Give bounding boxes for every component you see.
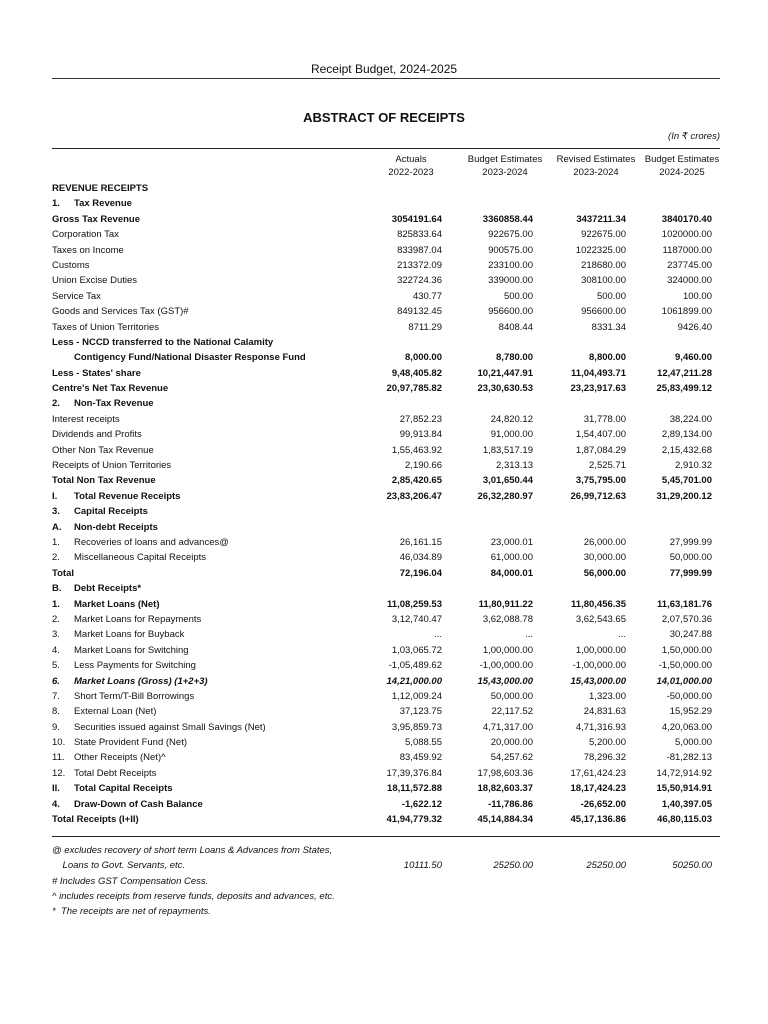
table-row <box>52 273 720 288</box>
table-row <box>52 674 720 689</box>
row-value: 3,75,795.00 <box>575 475 626 487</box>
table-row <box>52 735 720 750</box>
row-number: 1. <box>52 598 60 610</box>
row-label: Gross Tax Revenue <box>52 213 141 225</box>
row-label: Customs <box>52 259 90 271</box>
row-value: 3,01,650.44 <box>482 475 533 487</box>
row-value: 8331.34 <box>591 321 626 333</box>
row-value: -1,50,000.00 <box>658 660 712 672</box>
table-row <box>52 627 720 642</box>
row-value: 2,190.66 <box>405 460 442 472</box>
row-value: 9426.40 <box>677 321 712 333</box>
row-value: 2,910.32 <box>675 460 712 472</box>
row-label: Market Loans for Switching <box>74 644 189 656</box>
row-label: Corporation Tax <box>52 229 119 241</box>
row-value: 14,01,000.00 <box>656 675 712 687</box>
row-value: 8,780.00 <box>496 352 533 364</box>
row-value: 1,03,065.72 <box>391 644 442 656</box>
row-value: 1,50,000.00 <box>661 644 712 656</box>
row-value: 2,89,134.00 <box>661 429 712 441</box>
table-row <box>52 196 720 211</box>
row-value: 41,94,779.32 <box>386 814 442 826</box>
row-value: 26,32,280.97 <box>477 490 533 502</box>
row-value: ... <box>525 629 533 641</box>
row-value: 15,43,000.00 <box>477 675 533 687</box>
table-row <box>52 581 720 596</box>
row-label: Total Non Tax Revenue <box>52 475 156 487</box>
row-value: 23,000.01 <box>490 536 533 548</box>
row-value: 11,04,493.71 <box>571 367 626 379</box>
row-number: I. <box>52 490 58 502</box>
table-row <box>52 458 720 473</box>
row-value: 3,95,859.73 <box>391 721 442 733</box>
row-value: 23,23,917.63 <box>570 383 626 395</box>
row-value: 38,224.00 <box>669 413 712 425</box>
row-number: 8. <box>52 706 60 718</box>
row-label: Short Term/T-Bill Borrowings <box>74 690 195 702</box>
row-value: 11,63,181.76 <box>657 598 712 610</box>
row-label: REVENUE RECEIPTS <box>52 183 149 194</box>
row-value: 324000.00 <box>667 275 712 287</box>
row-value: 72,196.04 <box>399 567 442 579</box>
row-value: 3840170.40 <box>661 213 712 225</box>
row-number: 3. <box>52 506 60 518</box>
row-number: 9. <box>52 721 60 733</box>
table-row <box>52 366 720 381</box>
row-value: 23,30,630.53 <box>477 383 533 395</box>
row-value: 4,71,316.93 <box>575 721 626 733</box>
row-value: 12,47,211.28 <box>657 367 712 379</box>
row-value: 50,000.00 <box>490 690 533 702</box>
table-row <box>52 643 720 658</box>
table-row <box>52 658 720 673</box>
row-value: 17,61,424.23 <box>570 767 626 779</box>
row-value: 2,15,432.68 <box>661 444 712 456</box>
footnote-value: 25250.00 <box>586 860 626 872</box>
table-row <box>52 350 720 365</box>
row-value: 1,83,517.19 <box>482 444 533 456</box>
row-value: 91,000.00 <box>490 429 533 441</box>
row-label: Centre's Net Tax Revenue <box>52 383 169 395</box>
table-row <box>52 766 720 781</box>
row-label: Interest receipts <box>52 413 120 425</box>
footnotes <box>52 843 720 919</box>
row-label: State Provident Fund (Net) <box>74 737 187 749</box>
row-value: 3437211.34 <box>576 213 626 225</box>
row-value: 77,999.99 <box>669 567 712 579</box>
row-value: 20,97,785.82 <box>386 383 442 395</box>
row-value: 26,000.00 <box>583 536 626 548</box>
row-value: 83,459.92 <box>399 752 442 764</box>
column-header-line: Budget Estimates <box>467 154 543 165</box>
table-row <box>52 473 720 488</box>
running-header: Receipt Budget, 2024-2025 <box>310 62 458 76</box>
table-row <box>52 412 720 427</box>
row-value: 5,000.00 <box>675 737 712 749</box>
column-header-line: 2023-2024 <box>482 167 528 178</box>
table-row <box>52 396 720 411</box>
row-label: Debt Receipts* <box>74 583 142 595</box>
table-row <box>52 289 720 304</box>
row-value: 825833.64 <box>397 229 442 241</box>
row-value: 213372.09 <box>397 259 442 271</box>
row-value: 61,000.00 <box>490 552 533 564</box>
row-value: 31,29,200.12 <box>656 490 712 502</box>
row-number: II. <box>52 783 60 795</box>
footnote <box>52 904 720 919</box>
row-value: 8408.44 <box>498 321 533 333</box>
row-label: Non-Tax Revenue <box>74 398 154 410</box>
row-value: 17,39,376.84 <box>386 767 442 779</box>
row-value: 9,460.00 <box>675 352 712 364</box>
row-value: 100.00 <box>682 290 712 302</box>
table-row <box>52 335 720 350</box>
row-value: 27,999.99 <box>669 536 712 548</box>
table-row <box>52 489 720 504</box>
row-value: 3054191.64 <box>391 213 442 225</box>
row-label: Taxes of Union Territories <box>52 321 160 333</box>
row-value: 31,778.00 <box>583 413 626 425</box>
row-label: Market Loans for Repayments <box>74 613 202 625</box>
row-value: 900575.00 <box>488 244 533 256</box>
row-value: 3,62,088.78 <box>482 613 533 625</box>
footnote-value: 50250.00 <box>672 860 712 872</box>
row-value: 27,852.23 <box>399 413 442 425</box>
row-number: 2. <box>52 613 60 625</box>
row-value: 30,000.00 <box>583 552 626 564</box>
row-value: 37,123.75 <box>399 706 442 718</box>
table-row <box>52 258 720 273</box>
row-value: 26,99,712.63 <box>570 490 626 502</box>
column-header-re-2023 <box>553 153 639 179</box>
table-row <box>52 504 720 519</box>
row-value: 11,80,456.35 <box>571 598 626 610</box>
row-value: 3360858.44 <box>482 213 533 225</box>
row-label: Total Receipts (I+II) <box>52 814 139 826</box>
row-number: 4. <box>52 798 60 810</box>
row-value: 14,21,000.00 <box>386 675 442 687</box>
row-value: 22,117.52 <box>491 706 533 718</box>
row-label: Union Excise Duties <box>52 275 138 287</box>
row-value: -11,786.86 <box>488 798 533 810</box>
row-label: Total Debt Receipts <box>74 767 157 779</box>
footnote-value: 10111.50 <box>403 860 442 872</box>
row-value: 78,296.32 <box>583 752 626 764</box>
row-label: Market Loans (Net) <box>74 598 160 610</box>
row-value: 430.77 <box>412 290 442 302</box>
row-number: 7. <box>52 690 60 702</box>
row-value: 24,820.12 <box>490 413 533 425</box>
row-value: 45,14,884.34 <box>477 814 533 826</box>
row-label: Miscellaneous Capital Receipts <box>74 552 207 564</box>
row-value: 4,20,063.00 <box>661 721 712 733</box>
table-row <box>52 520 720 535</box>
row-value: 1,40,397.05 <box>661 798 712 810</box>
footnote <box>52 874 720 889</box>
row-value: 500.00 <box>596 290 626 302</box>
row-value: 24,831.63 <box>583 706 626 718</box>
column-header-line: 2024-2025 <box>659 167 705 178</box>
row-value: 1,54,407.00 <box>575 429 626 441</box>
table-row <box>52 566 720 581</box>
row-value: -50,000.00 <box>666 690 712 702</box>
row-value: 84,000.01 <box>490 567 533 579</box>
row-label: Total <box>52 567 74 579</box>
row-value: 2,313.13 <box>496 460 533 472</box>
table-row <box>52 750 720 765</box>
row-value: 1,12,009.24 <box>391 690 442 702</box>
row-label: Contigency Fund/National Disaster Response Fund <box>74 352 306 364</box>
table-row <box>52 720 720 735</box>
table-bottom-rule <box>52 836 720 837</box>
row-number: 11. <box>52 752 65 764</box>
row-value: 15,952.29 <box>669 706 712 718</box>
row-value: 18,82,603.37 <box>477 783 533 795</box>
table-row <box>52 443 720 458</box>
row-value: 8,000.00 <box>405 352 442 364</box>
row-value: 50,000.00 <box>669 552 712 564</box>
row-number: 6. <box>52 675 60 687</box>
row-number: 1. <box>52 536 60 548</box>
row-value: 956600.00 <box>581 306 626 318</box>
footnote <box>52 889 720 904</box>
row-label: Total Capital Receipts <box>74 783 173 795</box>
row-value: 1022325.00 <box>575 244 626 256</box>
row-label: Market Loans for Buyback <box>74 629 185 641</box>
row-number: 2. <box>52 552 60 564</box>
row-value: 1,323.00 <box>589 690 626 702</box>
row-value: 25,83,499.12 <box>656 383 712 395</box>
header-rule <box>52 78 720 79</box>
row-label: Capital Receipts <box>74 506 148 518</box>
row-label: Other Receipts (Net)^ <box>74 752 166 764</box>
row-value: 956600.00 <box>488 306 533 318</box>
row-value: 922675.00 <box>488 229 533 241</box>
row-value: 15,50,914.91 <box>656 783 712 795</box>
row-label: Less Payments for Switching <box>74 660 196 672</box>
row-value: -81,282.13 <box>666 752 712 764</box>
row-value: 18,11,572.88 <box>387 783 442 795</box>
row-value: 5,45,701.00 <box>661 475 712 487</box>
row-number: 2. <box>52 398 60 410</box>
table-row <box>52 797 720 812</box>
row-value: 218680.00 <box>581 259 626 271</box>
row-value: 11,80,911.22 <box>478 598 533 610</box>
row-value: 23,83,206.47 <box>386 490 442 502</box>
row-label: Service Tax <box>52 290 101 302</box>
row-number: 10. <box>52 737 66 749</box>
row-number: 1. <box>52 198 60 210</box>
row-number: B. <box>52 583 62 595</box>
row-value: 3,62,543.65 <box>575 613 626 625</box>
row-number: 12. <box>52 767 66 779</box>
row-value: 8,800.00 <box>589 352 626 364</box>
row-value: 1,87,084.29 <box>575 444 626 456</box>
table-row <box>52 227 720 242</box>
row-value: 308100.00 <box>581 275 626 287</box>
row-label: Recoveries of loans and advances@ <box>74 536 229 548</box>
row-value: -1,00,000.00 <box>572 660 626 672</box>
footnote-text: ^ includes receipts from reserve funds, deposits and advances, etc. <box>52 890 335 902</box>
row-value: 1,55,463.92 <box>391 444 442 456</box>
row-value: ... <box>618 629 626 641</box>
row-value: -1,622.12 <box>401 798 442 810</box>
row-label: Market Loans (Gross) (1+2+3) <box>74 675 208 687</box>
column-header-line: 2022-2023 <box>388 167 434 178</box>
row-value: 2,525.71 <box>589 460 626 472</box>
row-value: 14,72,914.92 <box>656 767 712 779</box>
table-row <box>52 243 720 258</box>
column-header-be-2023 <box>462 153 548 179</box>
row-number: 3. <box>52 629 60 641</box>
row-label: Goods and Services Tax (GST)# <box>52 306 189 318</box>
row-value: -1,00,000.00 <box>479 660 533 672</box>
document-title: ABSTRACT OF RECEIPTS <box>303 110 465 125</box>
row-number: 4. <box>52 644 60 656</box>
table-top-rule <box>52 148 720 149</box>
table-row <box>52 550 720 565</box>
column-header-line: Budget Estimates <box>644 154 720 165</box>
row-value: 15,43,000.00 <box>570 675 626 687</box>
table-row <box>52 612 720 627</box>
column-header-line: Revised Estimates <box>556 154 636 165</box>
row-label: Taxes on Income <box>52 244 124 256</box>
row-value: 10,21,447.91 <box>477 367 533 379</box>
row-value: 8711.29 <box>408 321 442 333</box>
row-value: 56,000.00 <box>583 567 626 579</box>
row-value: 3,12,740.47 <box>391 613 442 625</box>
footnote-text: # Includes GST Compensation Cess. <box>52 875 209 887</box>
column-header-be-2024 <box>640 153 724 179</box>
row-value: 9,48,405.82 <box>391 367 442 379</box>
footnote-text: Loans to Govt. Servants, etc. <box>52 860 186 872</box>
row-value: 849132.45 <box>397 306 442 318</box>
column-header-line: Actuals <box>395 154 427 165</box>
row-value: 237745.00 <box>667 259 712 271</box>
row-value: 322724.36 <box>397 275 442 287</box>
table-row <box>52 781 720 796</box>
table-row <box>52 812 720 827</box>
table-row <box>52 597 720 612</box>
row-value: 18,17,424.23 <box>570 783 626 795</box>
row-value: 233100.00 <box>488 259 533 271</box>
row-value: 339000.00 <box>488 275 533 287</box>
table-row <box>52 320 720 335</box>
table-row <box>52 704 720 719</box>
row-value: 922675.00 <box>581 229 626 241</box>
table-row <box>52 181 720 196</box>
table-row <box>52 535 720 550</box>
row-value: 1187000.00 <box>662 244 712 256</box>
footnote <box>52 858 720 873</box>
row-value: 5,200.00 <box>589 737 626 749</box>
row-label: Securities issued against Small Savings (Net) <box>74 721 266 733</box>
row-value: 30,247.88 <box>669 629 712 641</box>
row-value: 500.00 <box>503 290 533 302</box>
column-header-actuals <box>374 153 448 179</box>
row-label: Tax Revenue <box>74 198 132 210</box>
table-row <box>52 212 720 227</box>
footnote-text: @ excludes recovery of short term Loans & Advances from States, <box>52 845 333 856</box>
row-label: Other Non Tax Revenue <box>52 444 154 456</box>
column-header-line: 2023-2024 <box>573 167 619 178</box>
row-value: -26,652.00 <box>580 798 626 810</box>
footnote-value: 25250.00 <box>493 860 533 872</box>
footnote <box>52 843 720 858</box>
row-value: 26,161.15 <box>399 536 442 548</box>
row-label: Non-debt Receipts <box>74 521 158 533</box>
row-value: -1,05,489.62 <box>388 660 442 672</box>
footnote-text: * The receipts are net of repayments. <box>52 906 211 918</box>
row-value: 1,00,000.00 <box>575 644 626 656</box>
row-value: 11,08,259.53 <box>387 598 442 610</box>
row-value: 46,80,115.03 <box>657 814 712 826</box>
row-label: Less - NCCD transferred to the National Calamity <box>52 336 274 348</box>
row-label: Draw-Down of Cash Balance <box>74 798 203 810</box>
row-value: 1061899.00 <box>661 306 712 318</box>
row-value: 1020000.00 <box>661 229 712 241</box>
row-value: 17,98,603.36 <box>477 767 533 779</box>
row-label: Total Revenue Receipts <box>74 490 181 502</box>
row-value: 2,85,420.65 <box>391 475 442 487</box>
receipts-table <box>52 181 720 827</box>
row-value: 45,17,136.86 <box>570 814 626 826</box>
row-value: 4,71,317.00 <box>482 721 533 733</box>
row-value: 99,913.84 <box>399 429 442 441</box>
row-value: 833987.04 <box>397 244 442 256</box>
row-value: 46,034.89 <box>399 552 442 564</box>
row-value: 5,088.55 <box>405 737 442 749</box>
row-number: A. <box>52 521 62 533</box>
row-value: ... <box>434 629 442 641</box>
table-row <box>52 381 720 396</box>
row-label: Dividends and Profits <box>52 429 142 441</box>
row-value: 1,00,000.00 <box>482 644 533 656</box>
table-row <box>52 304 720 319</box>
table-row <box>52 427 720 442</box>
row-number: 5. <box>52 660 60 672</box>
row-value: 20,000.00 <box>490 737 533 749</box>
row-label: Less - States' share <box>52 367 141 379</box>
units-note: (In ₹ crores) <box>668 131 720 142</box>
row-value: 2,07,570.36 <box>661 613 712 625</box>
row-label: Receipts of Union Territories <box>52 460 172 472</box>
row-value: 54,257.62 <box>490 752 533 764</box>
row-label: External Loan (Net) <box>74 706 157 718</box>
table-row <box>52 689 720 704</box>
